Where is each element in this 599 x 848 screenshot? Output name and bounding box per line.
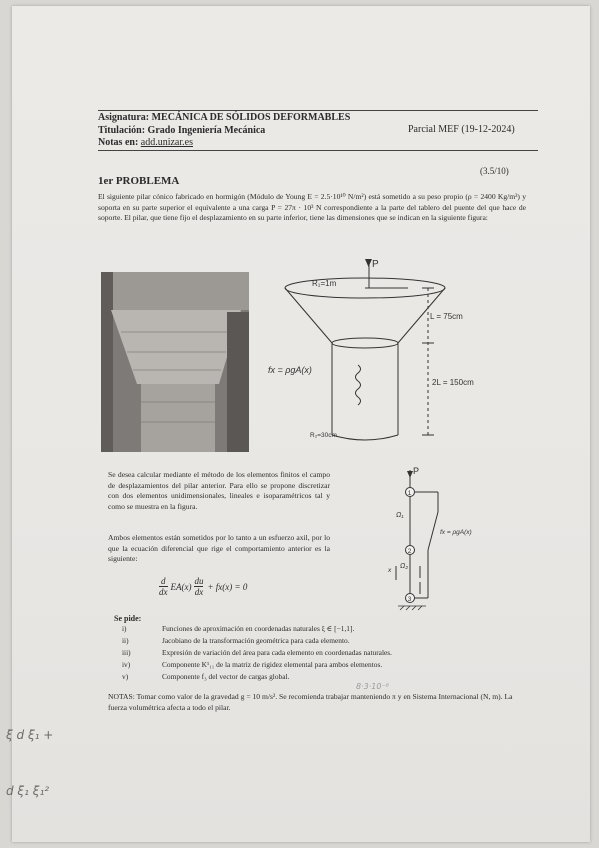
exam-notes: NOTAS: Tomar como valor de la gravedad g = 10 m/s². Se recomienda trabajar manteniendo π y en Sistema Internacional (N, m). La fuerza volumétrica afecta a todo el pilar. <box>108 692 513 712</box>
pillar-photo <box>101 272 249 452</box>
titulacion: Titulación: Grado Ingeniería Mecánica <box>98 124 266 136</box>
problem-title: 1er PROBLEMA <box>98 175 180 187</box>
svg-text:2: 2 <box>407 548 412 555</box>
node-3 <box>406 594 415 604</box>
header-rule-top <box>98 110 538 111</box>
element-1-label: Ω₁ <box>396 512 404 519</box>
problem-intro: El siguiente pilar cónico fabricado en hormigón (Módulo de Young E = 2.5·10¹⁰ N/m²) está sometido a su peso propio (ρ = 2400 Kg/m³) y soporta en su parte superior el equivalente a una carga P = 27π · 10³ N correspondiente a la parte del tablero del puente del que hace de soporte. El pilar, que tiene fijo el desplazamiento en su parte inferior, tiene las dimensiones que se indican en la siguiente figura: <box>98 192 526 222</box>
radius-top-label: R₁=1m <box>312 279 337 288</box>
x-axis-label: x <box>388 567 392 574</box>
fe-load-label: P <box>413 466 420 476</box>
radius-bottom-label: R₂=30cm <box>310 432 337 439</box>
element-2-label: Ω₂ <box>400 563 408 570</box>
task-item: iv) Componente K¹₁₁ de la matriz de rigidez elemental para ambos elementos. <box>122 660 383 669</box>
fe-body-force-label: fx = ρgA(x) <box>440 529 472 536</box>
method-paragraph: Se desea calcular mediante el método de los elementos finitos el campo de desplazamientos del pilar anterior. Para ello se propone discretizar con dos elementos unidimensionales, lineales e isoparamétricos tal y como se muestra en la figura. <box>108 470 330 511</box>
load-label: P <box>372 259 379 270</box>
axial-paragraph: Ambos elementos están sometidos por lo tanto a un esfuerzo axil, por lo que la ecuación diferencial que rige el comportamiento anterior es la siguiente: <box>108 533 330 563</box>
problem-score: (3.5/10) <box>480 166 509 176</box>
handwritten-note: d ξ₁ ξ₁² <box>6 784 50 798</box>
task-item: iii) Expresión de variación del área para cada elemento en coordenadas naturales. <box>122 648 393 657</box>
handwritten-note: 8·3·10⁻⁸ <box>356 682 389 691</box>
notas-link[interactable]: add.unizar.es <box>140 137 193 148</box>
load-arrow-icon <box>365 259 372 267</box>
node-2 <box>406 546 415 556</box>
exam-date: Parcial MEF (19-12-2024) <box>408 124 515 135</box>
length-2l-label: 2L = 150cm <box>432 378 474 387</box>
ground-hatch <box>398 606 426 610</box>
pide-title: Se pide: <box>114 614 142 623</box>
exam-header <box>98 112 350 150</box>
task-item: ii) Jacobiano de la transformación geométrica para cada elemento. <box>122 636 350 645</box>
body-force-label: fx = ρgA(x) <box>268 365 312 375</box>
pillar-diagram <box>260 255 510 450</box>
node-1 <box>406 488 415 498</box>
fe-discretization-diagram <box>370 462 510 620</box>
task-item: i) Funciones de aproximación en coordenadas naturales ξ ∈ [−1,1]. <box>122 624 355 633</box>
asignatura: Asignatura: MECÁNICA DE SÓLIDOS DEFORMABLES <box>98 112 351 123</box>
task-item: v) Componente f₃ del vector de cargas global. <box>122 672 290 681</box>
svg-text:1: 1 <box>407 490 412 497</box>
header-rule-bottom <box>98 150 538 151</box>
notas-line: Notas en: add.unizar.es <box>98 137 193 148</box>
svg-text:3: 3 <box>407 596 412 603</box>
handwritten-note: ξ d ξ₁ + <box>6 728 54 742</box>
governing-equation: d dx EA(x) du dx + fx(x) = 0 <box>159 576 248 597</box>
pillar-photo-image <box>101 272 249 452</box>
length-l-label: L = 75cm <box>430 312 463 321</box>
